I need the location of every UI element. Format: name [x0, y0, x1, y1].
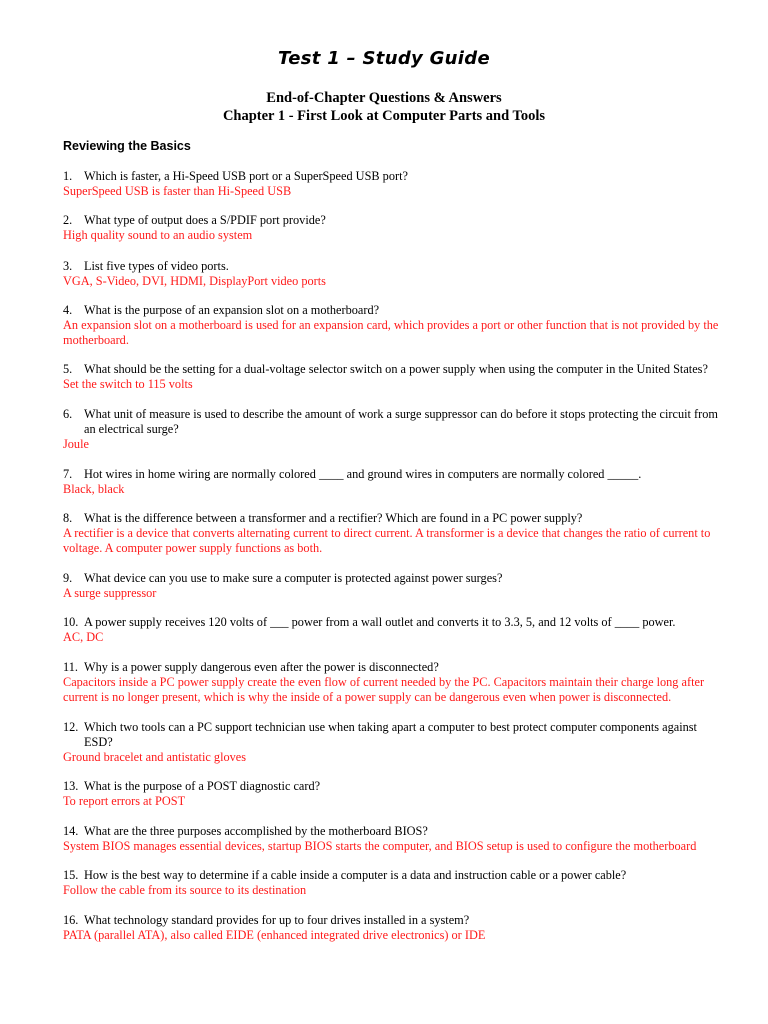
question-number: 7.: [63, 467, 73, 481]
question-text: What type of output does a S/PDIF port provide?: [84, 213, 326, 227]
question-number: 10.: [63, 615, 79, 629]
answer-text: A surge suppressor: [63, 586, 157, 600]
qa-item-13: [63, 779, 728, 809]
question-number: 4.: [63, 303, 73, 317]
question-number: 9.: [63, 571, 73, 585]
answer-text: Set the switch to 115 volts: [63, 377, 193, 391]
answer-text: SuperSpeed USB is faster than Hi-Speed USB: [63, 184, 292, 198]
question-text: How is the best way to determine if a cable inside a computer is a data and instruction cable or a power cable?: [84, 868, 627, 882]
qa-item-16: [63, 913, 728, 943]
qa-item-3: [63, 259, 728, 289]
section-heading: Reviewing the Basics: [63, 139, 191, 153]
qa-item-15: [63, 868, 728, 898]
question-number: 3.: [63, 259, 73, 273]
question-number: 5.: [63, 362, 73, 376]
question-number: 8.: [63, 511, 73, 525]
question-number: 14.: [63, 824, 79, 838]
answer-text: Ground bracelet and antistatic gloves: [63, 750, 247, 764]
question-number: 11.: [63, 660, 78, 674]
question-text: What should be the setting for a dual-voltage selector switch on a power supply when using the computer in the United States?: [84, 362, 708, 376]
question-text: Hot wires in home wiring are normally colored ____ and ground wires in computers are normally colored _____.: [84, 467, 642, 481]
question-text: What device can you use to make sure a computer is protected against power surges?: [84, 571, 503, 585]
qa-item-12: [63, 720, 728, 765]
question-number: 15.: [63, 868, 79, 882]
question-text: List five types of video ports.: [84, 259, 229, 273]
answer-text: Joule: [63, 437, 89, 451]
qa-item-9: [63, 571, 728, 601]
question-text: What is the purpose of an expansion slot on a motherboard?: [84, 303, 380, 317]
answer-text: An expansion slot on a motherboard is used for an expansion card, which provides a port or other function that is not provided by the motherboard.: [63, 318, 719, 347]
qa-item-11: [63, 660, 728, 705]
qa-item-6: [63, 407, 728, 452]
qa-item-14: [63, 824, 728, 854]
question-number: 16.: [63, 913, 79, 927]
answer-text: Black, black: [63, 482, 125, 496]
question-text: What technology standard provides for up to four drives installed in a system?: [84, 913, 470, 927]
document-title: Test 1 – Study Guide: [278, 48, 490, 69]
qa-item-10: [63, 615, 728, 645]
answer-text: A rectifier is a device that converts alternating current to direct current. A transformer is a device that changes the ratio of current to voltage. A computer power supply functions as both.: [63, 526, 711, 555]
answer-text: Capacitors inside a PC power supply create the even flow of current needed by the PC. Capacitors maintain their charge long after current is no longer present, which is why the inside of a power supply can be dangerous even when power is disconnected.: [63, 675, 705, 704]
question-number: 6.: [63, 407, 73, 421]
question-text: Which two tools can a PC support technician use when taking apart a computer to best protect computer components against ESD?: [84, 720, 697, 749]
question-text: Which is faster, a Hi-Speed USB port or a SuperSpeed USB port?: [84, 169, 408, 183]
answer-text: To report errors at POST: [63, 794, 186, 808]
answer-text: Follow the cable from its source to its destination: [63, 883, 307, 897]
qa-item-4: [63, 303, 728, 348]
question-text: What is the purpose of a POST diagnostic card?: [84, 779, 321, 793]
answer-text: PATA (parallel ATA), also called EIDE (enhanced integrated drive electronics) or IDE: [63, 928, 486, 942]
question-text: A power supply receives 120 volts of ___ power from a wall outlet and converts it to 3.3, 5, and 12 volts of ____ power.: [84, 615, 676, 629]
qa-item-1: [63, 169, 728, 199]
question-text: Why is a power supply dangerous even after the power is disconnected?: [84, 660, 439, 674]
chapter-title: Chapter 1 - First Look at Computer Parts and Tools: [222, 108, 546, 124]
document-subtitle: End-of-Chapter Questions & Answers: [266, 90, 502, 106]
qa-item-7: [63, 467, 728, 497]
question-number: 12.: [63, 720, 79, 734]
question-number: 13.: [63, 779, 79, 793]
qa-item-8: [63, 511, 728, 556]
answer-text: High quality sound to an audio system: [63, 228, 253, 242]
answer-text: System BIOS manages essential devices, startup BIOS starts the computer, and BIOS setup is used to configure the motherboard: [63, 839, 697, 853]
answer-text: AC, DC: [63, 630, 104, 644]
qa-item-5: [63, 362, 728, 392]
qa-item-2: [63, 213, 728, 243]
question-number: 1.: [63, 169, 73, 183]
question-number: 2.: [63, 213, 73, 227]
question-text: What are the three purposes accomplished by the motherboard BIOS?: [84, 824, 428, 838]
question-text: What unit of measure is used to describe the amount of work a surge suppressor can do before it stops protecting the circuit from an electrical surge?: [84, 407, 718, 436]
question-text: What is the difference between a transformer and a rectifier? Which are found in a PC power supply?: [84, 511, 583, 525]
answer-text: VGA, S-Video, DVI, HDMI, DisplayPort video ports: [63, 274, 326, 288]
